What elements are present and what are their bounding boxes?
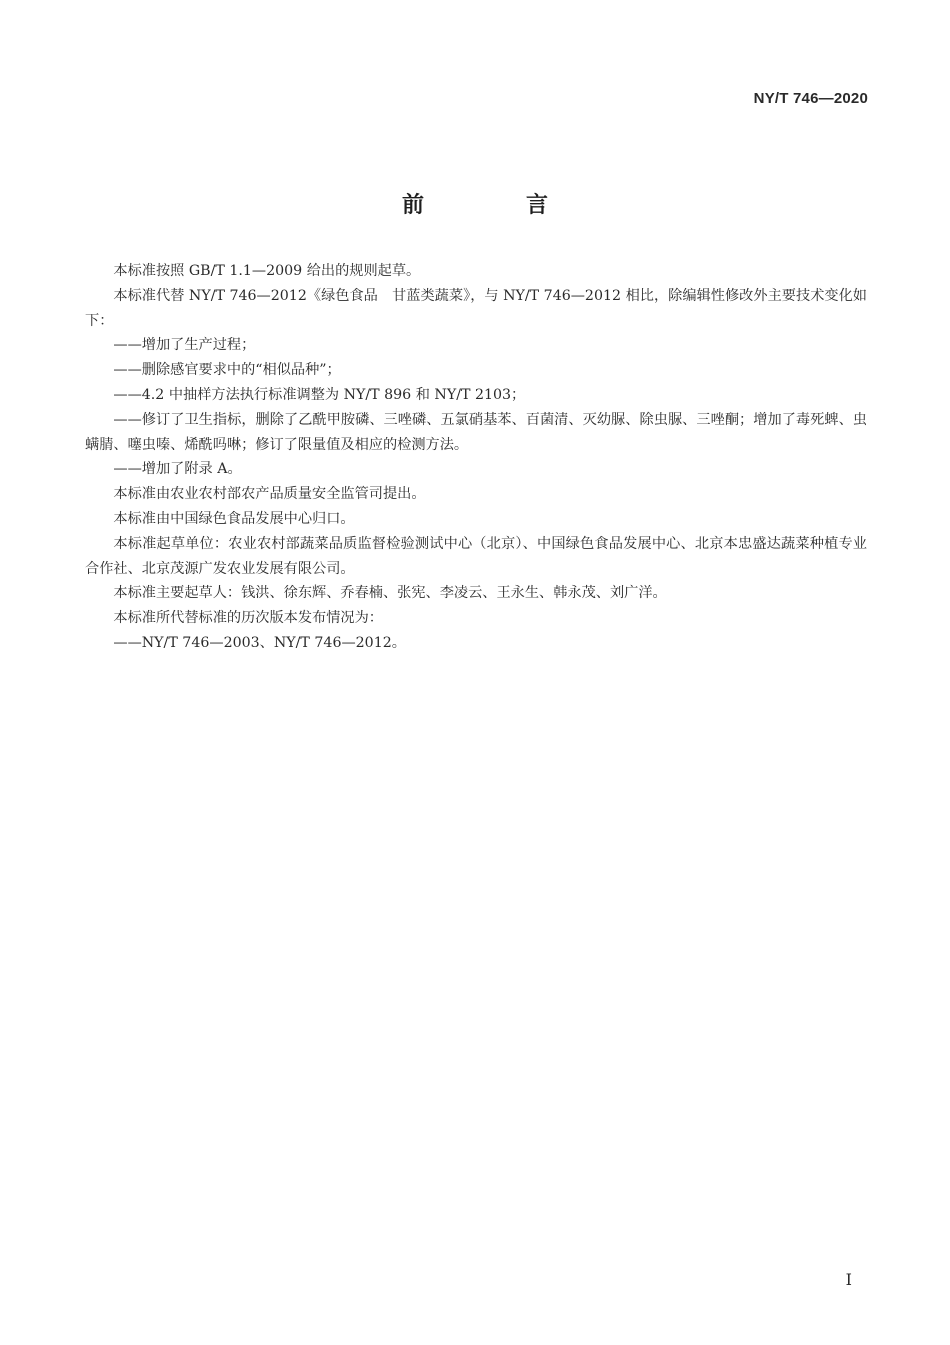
paragraph-centralized-by: 本标准由中国绿色食品发展中心归口。 bbox=[113, 510, 355, 527]
paragraph-drafting-rules: 本标准按照 GB/T 1.1—2009 给出的规则起草。 bbox=[113, 263, 421, 279]
paragraph-version-history-intro: 本标准所代替标准的历次版本发布情况为： bbox=[113, 610, 383, 627]
standard-code: NY/T 746—2020 bbox=[753, 90, 868, 107]
change-item-hygiene-indicators: ——修订了卫生指标，删除了乙酰甲胺磷、三唑磷、五氯硝基苯、百菌清、灭幼脲、除虫脲、三唑酮；增加了毒死蜱、虫螨腈、噻虫嗪、烯酰吗啉；修订了限量值及相应的检测方法。 bbox=[85, 411, 867, 453]
foreword-body bbox=[85, 259, 867, 656]
change-item-sensory-requirement: ——删除感官要求中的“相似品种”； bbox=[113, 362, 341, 379]
change-item-production-process: ——增加了生产过程； bbox=[113, 337, 256, 354]
paragraph-replacement-note: 本标准代替 NY/T 746—2012《绿色食品 甘蓝类蔬菜》，与 NY/T 746—2012 相比，除编辑性修改外主要技术变化如下： bbox=[85, 287, 867, 329]
page-title: 前 言 bbox=[401, 193, 588, 218]
page-number: I bbox=[845, 1270, 852, 1289]
change-item-appendix: ——增加了附录 A。 bbox=[113, 461, 242, 478]
version-history-item: ——NY/T 746—2003、NY/T 746—2012。 bbox=[113, 634, 406, 651]
change-item-sampling-method: ——4.2 中抽样方法执行标准调整为 NY/T 896 和 NY/T 2103； bbox=[113, 386, 526, 403]
paragraph-drafters: 本标准主要起草人：钱洪、徐东辉、乔春楠、张宪、李凌云、王永生、韩永茂、刘广洋。 bbox=[113, 585, 667, 602]
paragraph-proposed-by: 本标准由农业农村部农产品质量安全监管司提出。 bbox=[113, 486, 426, 503]
paragraph-drafting-units: 本标准起草单位：农业农村部蔬菜品质监督检验测试中心（北京）、中国绿色食品发展中心、北京本忠盛达蔬菜种植专业合作社、北京茂源广发农业发展有限公司。 bbox=[85, 535, 867, 577]
